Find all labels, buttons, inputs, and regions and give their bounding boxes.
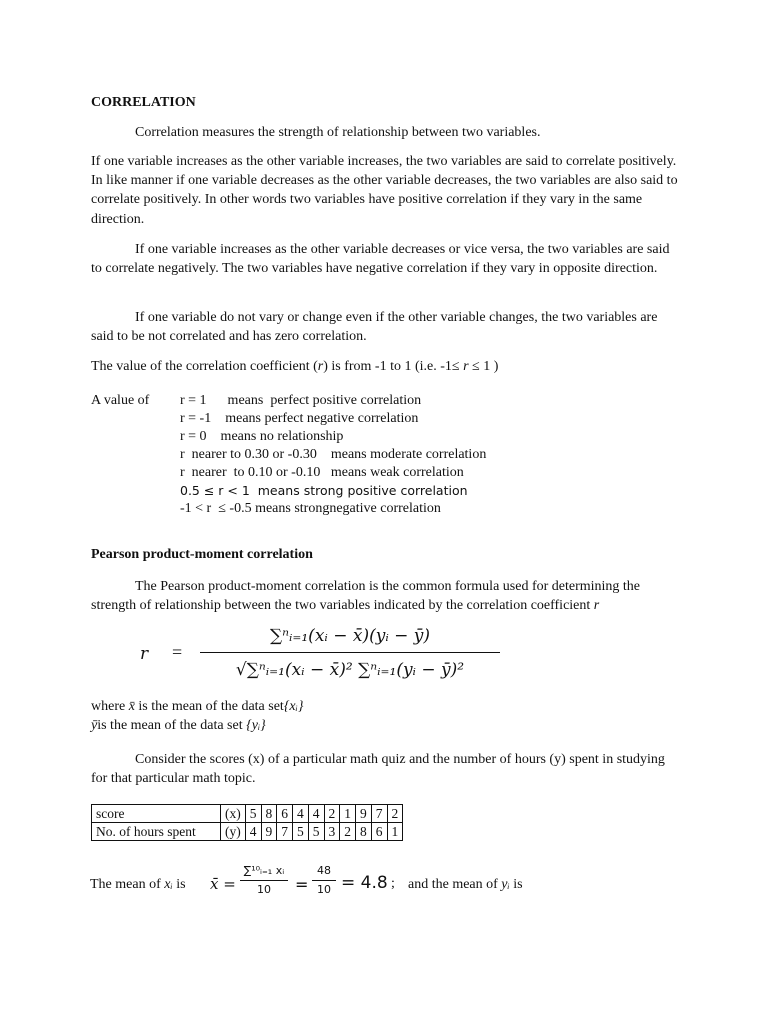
row-label: No. of hours spent — [92, 823, 221, 841]
value-row: r = -1 means perfect negative correlation — [180, 411, 419, 426]
xbar-symbol: x̄ — [128, 699, 135, 714]
table-cell: 8 — [261, 805, 277, 823]
range-r2: r — [463, 359, 469, 374]
value-fraction — [312, 862, 336, 899]
table-cell: 6 — [277, 805, 293, 823]
consider-paragraph: Consider the scores (x) of a particular math quiz and the number of hours (y) spent in studying for that particular math topic. — [91, 752, 665, 787]
page-title: CORRELATION — [91, 95, 196, 110]
x-set: {xᵢ} — [283, 699, 304, 714]
mean-y-text — [408, 877, 523, 893]
formula-lhs: r — [140, 644, 149, 664]
where-mid-2: is the mean of the data set — [97, 718, 247, 733]
numerator-48: 48 — [317, 864, 331, 877]
pearson-heading: Pearson product-moment correlation — [91, 547, 313, 562]
table-cell: 4 — [245, 823, 261, 841]
mean-text-1: The mean of — [90, 877, 165, 892]
ybar-symbol: ȳ — [91, 718, 98, 733]
row-label: score — [92, 805, 221, 823]
pearson-paragraph — [91, 577, 681, 615]
range-r: r — [317, 359, 324, 374]
formula-equals: = — [172, 642, 183, 662]
scores-table — [91, 804, 403, 841]
mean-line — [90, 862, 590, 912]
table-cell: 1 — [340, 805, 356, 823]
table-cell: 4 — [308, 805, 324, 823]
table-cell: 3 — [324, 823, 340, 841]
sum-numerator: ∑¹⁰ᵢ₌₁ xᵢ — [243, 864, 285, 877]
mean-result: = 4.8 — [341, 873, 388, 893]
table-cell: 7 — [277, 823, 293, 841]
xbar-eq: x̄ = — [210, 875, 236, 893]
table-cell: 5 — [293, 823, 309, 841]
range-suffix: ≤ 1 ) — [468, 359, 499, 374]
value-row: r = 1 means perfect positive correlation — [180, 393, 422, 408]
eq-2: = — [295, 875, 309, 894]
mean-text-2: is — [172, 877, 186, 892]
positive-correlation-paragraph: If one variable increases as the other variable increases, the two variables are said to correlate positively. In like manner if one variable decreases as the other variable decreases, the two variables are also said to correlate positively. In other words two variables have positive correlation if they vary in the same direction. — [91, 154, 678, 227]
table-cell: 9 — [261, 823, 277, 841]
denominator-10: 10 — [317, 883, 331, 896]
where-line-2 — [91, 716, 681, 735]
value-row: 0.5 ≤ r < 1 means strong positive correlation — [180, 483, 468, 498]
table-row — [92, 823, 403, 841]
where-line-1 — [91, 697, 681, 716]
where-mid: is the mean of the data set — [134, 699, 284, 714]
mean-text-4: is — [509, 877, 523, 892]
table-cell: 8 — [356, 823, 372, 841]
range-middle: ) is from -1 to 1 (i.e. -1≤ — [323, 359, 464, 374]
table-cell: 1 — [387, 823, 403, 841]
row-var: (y) — [221, 823, 246, 841]
table-cell: 2 — [387, 805, 403, 823]
table-cell: 2 — [324, 805, 340, 823]
range-prefix: The value of the correlation coefficient ( — [91, 359, 318, 374]
row-var: (x) — [221, 805, 246, 823]
table-cell: 2 — [340, 823, 356, 841]
intro-paragraph: Correlation measures the strength of relationship between two variables. — [135, 125, 541, 140]
range-line — [91, 357, 681, 376]
where-pre: where — [91, 699, 129, 714]
table-row — [92, 805, 403, 823]
pearson-formula — [140, 620, 500, 690]
sum-denominator: 10 — [257, 883, 271, 896]
mean-sum-fraction — [240, 862, 288, 899]
pearson-r: r — [593, 598, 600, 614]
pearson-text: The Pearson product-moment correlation is the common formula used for determining the strength of relationship between the two variables indicated by the correlation coefficient — [91, 579, 641, 614]
formula-fraction — [200, 620, 500, 685]
value-row: r = 0 means no relationship — [180, 429, 344, 444]
zero-correlation-paragraph: If one variable do not vary or change even if the other variable changes, the two variables are said to be not correlated and has zero correlation. — [91, 310, 658, 345]
table-cell: 7 — [371, 805, 387, 823]
value-list-lead: A value of — [91, 393, 150, 408]
table-cell: 6 — [371, 823, 387, 841]
mean-text — [90, 877, 186, 893]
table-cell: 9 — [356, 805, 372, 823]
mean-xi: xᵢ — [164, 877, 173, 892]
value-row: r nearer to 0.30 or -0.30 means moderate correlation — [180, 447, 487, 462]
value-row: r nearer to 0.10 or -0.10 means weak correlation — [180, 465, 464, 480]
semicolon: ; — [391, 876, 395, 891]
value-row: -1 < r ≤ -0.5 means strongnegative correlation — [180, 501, 441, 516]
table-cell: 4 — [293, 805, 309, 823]
table-cell: 5 — [308, 823, 324, 841]
mean-yi: yᵢ — [501, 877, 510, 892]
table-cell: 5 — [245, 805, 261, 823]
formula-denominator: √∑ⁿᵢ₌₁(xᵢ − x̄)² ∑ⁿᵢ₌₁(yᵢ − ȳ)² — [235, 660, 465, 680]
negative-correlation-paragraph: If one variable increases as the other variable decreases or vice versa, the two variables are said to correlate negatively. The two variables have negative correlation if they vary in opposite direction. — [91, 242, 670, 277]
mean-text-3: and the mean of — [408, 877, 502, 892]
y-set: {yᵢ} — [246, 718, 266, 733]
formula-numerator: ∑ⁿᵢ₌₁(xᵢ − x̄)(yᵢ − ȳ) — [269, 626, 431, 646]
fraction-bar — [200, 652, 500, 653]
